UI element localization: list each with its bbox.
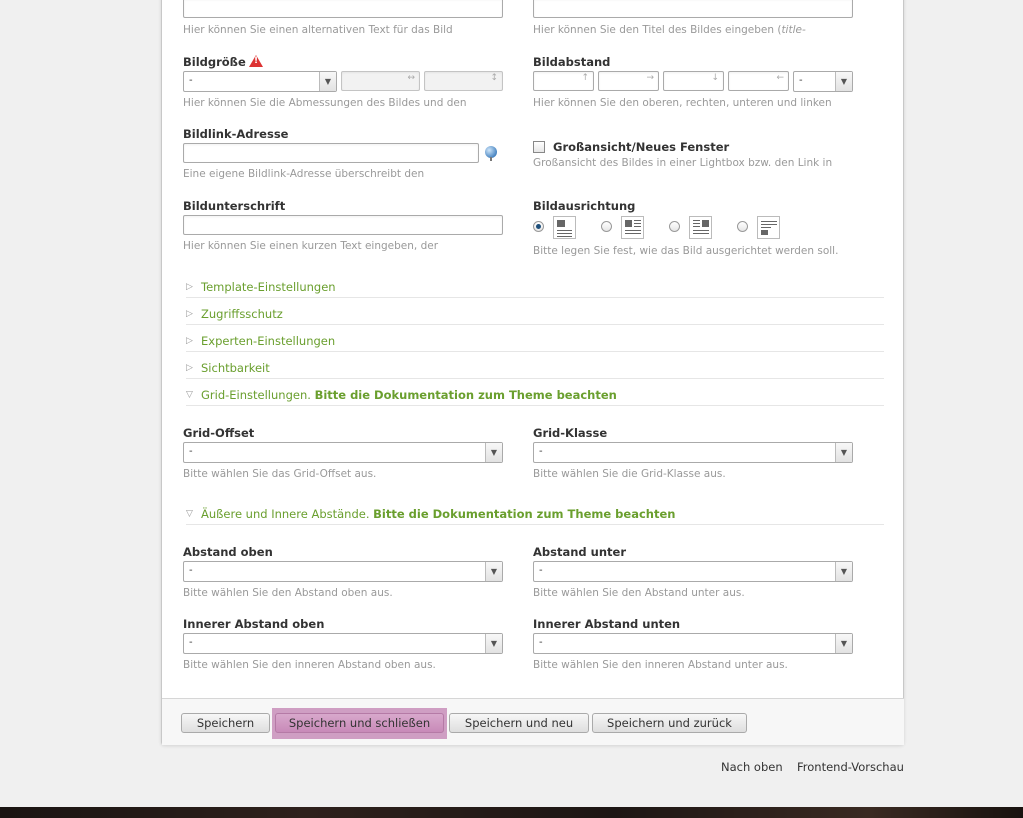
abstand-oben-select[interactable] xyxy=(183,561,503,582)
triangle-down-icon: ▽ xyxy=(186,509,193,519)
abstand-unter-label: Abstand unter xyxy=(533,545,626,559)
section-grid[interactable] xyxy=(186,389,884,406)
grossansicht-label[interactable]: Großansicht/Neues Fenster xyxy=(553,140,730,154)
chevron-down-icon: ▼ xyxy=(319,72,336,91)
bildgroesse-label: Bildgröße xyxy=(183,55,246,69)
align-left-icon xyxy=(553,216,576,239)
chevron-down-icon: ▼ xyxy=(835,72,852,91)
innerer-abstand-unten-hint: Bitte wählen Sie den inneren Abstand unter aus. xyxy=(533,659,788,671)
margin-top-input[interactable] xyxy=(533,71,594,91)
width-arrow-icon: ↔ xyxy=(407,73,415,83)
margin-unit-value: - xyxy=(799,75,803,86)
abstand-oben-label: Abstand oben xyxy=(183,545,273,559)
innerer-abstand-unten-select[interactable] xyxy=(533,633,853,654)
margin-left-input[interactable] xyxy=(728,71,789,91)
grid-offset-label: Grid-Offset xyxy=(183,426,255,440)
section-experten-label: Experten-Einstellungen xyxy=(201,334,339,348)
bildgroesse-select-value: - xyxy=(189,75,193,86)
abstand-oben-value: - xyxy=(189,565,193,576)
title-hint-text: Hier können Sie den Titel des Bildes eingeben ( xyxy=(533,24,782,36)
section-grid-note: Bitte die Dokumentation zum Theme beachten xyxy=(314,388,617,402)
bildausrichtung-hint: Bitte legen Sie fest, wie das Bild ausgerichtet werden soll. xyxy=(533,245,839,257)
arrow-down-icon: ↓ xyxy=(711,73,719,83)
innerer-abstand-unten-label: Innerer Abstand unten xyxy=(533,617,681,631)
chevron-down-icon: ▼ xyxy=(485,562,502,581)
grid-klasse-value: - xyxy=(539,446,543,457)
abstand-unter-value: - xyxy=(539,565,543,576)
title-hint xyxy=(533,24,855,36)
innerer-abstand-oben-label: Innerer Abstand oben xyxy=(183,617,325,631)
image-width-input[interactable] xyxy=(341,71,420,91)
warning-icon xyxy=(249,55,263,67)
triangle-down-icon: ▽ xyxy=(186,390,193,400)
section-abstaende-title: Äußere und Innere Abstände. xyxy=(201,507,370,521)
triangle-right-icon: ▷ xyxy=(186,282,193,292)
align-below-icon xyxy=(757,216,780,239)
section-experten[interactable] xyxy=(186,335,884,352)
innerer-abstand-unten-value: - xyxy=(539,637,543,648)
section-zugriffsschutz[interactable] xyxy=(186,308,884,325)
section-template-label: Template-Einstellungen xyxy=(201,280,340,294)
innerer-abstand-oben-hint: Bitte wählen Sie den inneren Abstand oben aus. xyxy=(183,659,436,671)
triangle-right-icon: ▷ xyxy=(186,309,193,319)
back-to-top-link[interactable]: Nach oben xyxy=(721,760,783,774)
section-abstaende-note: Bitte die Dokumentation zum Theme beachten xyxy=(373,507,676,521)
align-left-radio[interactable] xyxy=(533,221,544,232)
triangle-right-icon: ▷ xyxy=(186,363,193,373)
save-close-button[interactable]: Speichern und schließen xyxy=(275,713,444,733)
arrow-up-icon: ↑ xyxy=(581,73,589,83)
title-hint-italic: title- xyxy=(781,24,806,36)
margin-unit-select[interactable] xyxy=(793,71,853,92)
title-input[interactable] xyxy=(533,0,853,18)
section-template[interactable] xyxy=(186,281,884,298)
align-float-right-icon xyxy=(689,216,712,239)
bildabstand-hint: Hier können Sie den oberen, rechten, unteren und linken xyxy=(533,97,832,109)
grid-offset-hint: Bitte wählen Sie das Grid-Offset aus. xyxy=(183,468,377,480)
innerer-abstand-oben-select[interactable] xyxy=(183,633,503,654)
bildunterschrift-label: Bildunterschrift xyxy=(183,199,286,213)
save-button[interactable]: Speichern xyxy=(181,713,270,733)
align-float-left-icon xyxy=(621,216,644,239)
save-back-button[interactable]: Speichern und zurück xyxy=(592,713,747,733)
alt-text-input[interactable] xyxy=(183,0,503,18)
footer-divider xyxy=(162,698,904,699)
grid-offset-select[interactable] xyxy=(183,442,503,463)
grossansicht-hint: Großansicht des Bildes in einer Lightbox bzw. den Link in xyxy=(533,157,833,169)
section-grid-title: Grid-Einstellungen. xyxy=(201,388,311,402)
grid-offset-value: - xyxy=(189,446,193,457)
arrow-right-icon: → xyxy=(646,73,654,83)
bildunterschrift-input[interactable] xyxy=(183,215,503,235)
grossansicht-checkbox[interactable] xyxy=(533,141,545,153)
alt-text-hint: Hier können Sie einen alternativen Text für das Bild xyxy=(183,24,453,36)
grid-klasse-label: Grid-Klasse xyxy=(533,426,608,440)
section-sichtbarkeit[interactable] xyxy=(186,362,884,379)
chevron-down-icon: ▼ xyxy=(835,634,852,653)
grid-klasse-hint: Bitte wählen Sie die Grid-Klasse aus. xyxy=(533,468,726,480)
globe-icon[interactable] xyxy=(485,146,497,158)
save-new-button[interactable]: Speichern und neu xyxy=(449,713,589,733)
chevron-down-icon: ▼ xyxy=(835,562,852,581)
align-float-left-radio[interactable] xyxy=(601,221,612,232)
section-abstaende-label xyxy=(201,507,679,521)
margin-bottom-input[interactable] xyxy=(663,71,724,91)
align-float-right-radio[interactable] xyxy=(669,221,680,232)
triangle-right-icon: ▷ xyxy=(186,336,193,346)
margin-right-input[interactable] xyxy=(598,71,659,91)
bildlink-hint: Eine eigene Bildlink-Adresse überschreibt den xyxy=(183,168,425,180)
section-grid-label xyxy=(201,388,621,402)
align-below-radio[interactable] xyxy=(737,221,748,232)
bildlink-input[interactable] xyxy=(183,143,479,163)
arrow-left-icon: ← xyxy=(776,73,784,83)
bildausrichtung-label: Bildausrichtung xyxy=(533,199,636,213)
bildunterschrift-hint: Hier können Sie einen kurzen Text eingeben, der xyxy=(183,240,439,252)
chevron-down-icon: ▼ xyxy=(485,634,502,653)
taskbar-strip xyxy=(0,807,1023,818)
abstand-unter-select[interactable] xyxy=(533,561,853,582)
abstand-unter-hint: Bitte wählen Sie den Abstand unter aus. xyxy=(533,587,745,599)
bildlink-label: Bildlink-Adresse xyxy=(183,127,289,141)
frontend-preview-link[interactable]: Frontend-Vorschau xyxy=(797,760,904,774)
height-arrow-icon: ↕ xyxy=(490,73,498,83)
bildgroesse-hint: Hier können Sie die Abmessungen des Bildes und den xyxy=(183,97,467,109)
abstand-oben-hint: Bitte wählen Sie den Abstand oben aus. xyxy=(183,587,393,599)
section-abstaende[interactable] xyxy=(186,508,884,525)
chevron-down-icon: ▼ xyxy=(835,443,852,462)
innerer-abstand-oben-value: - xyxy=(189,637,193,648)
bildabstand-label: Bildabstand xyxy=(533,55,611,69)
chevron-down-icon: ▼ xyxy=(485,443,502,462)
section-zugriffsschutz-label: Zugriffsschutz xyxy=(201,307,287,321)
section-sichtbarkeit-label: Sichtbarkeit xyxy=(201,361,274,375)
bildgroesse-select[interactable] xyxy=(183,71,337,92)
image-height-input[interactable] xyxy=(424,71,503,91)
grid-klasse-select[interactable] xyxy=(533,442,853,463)
